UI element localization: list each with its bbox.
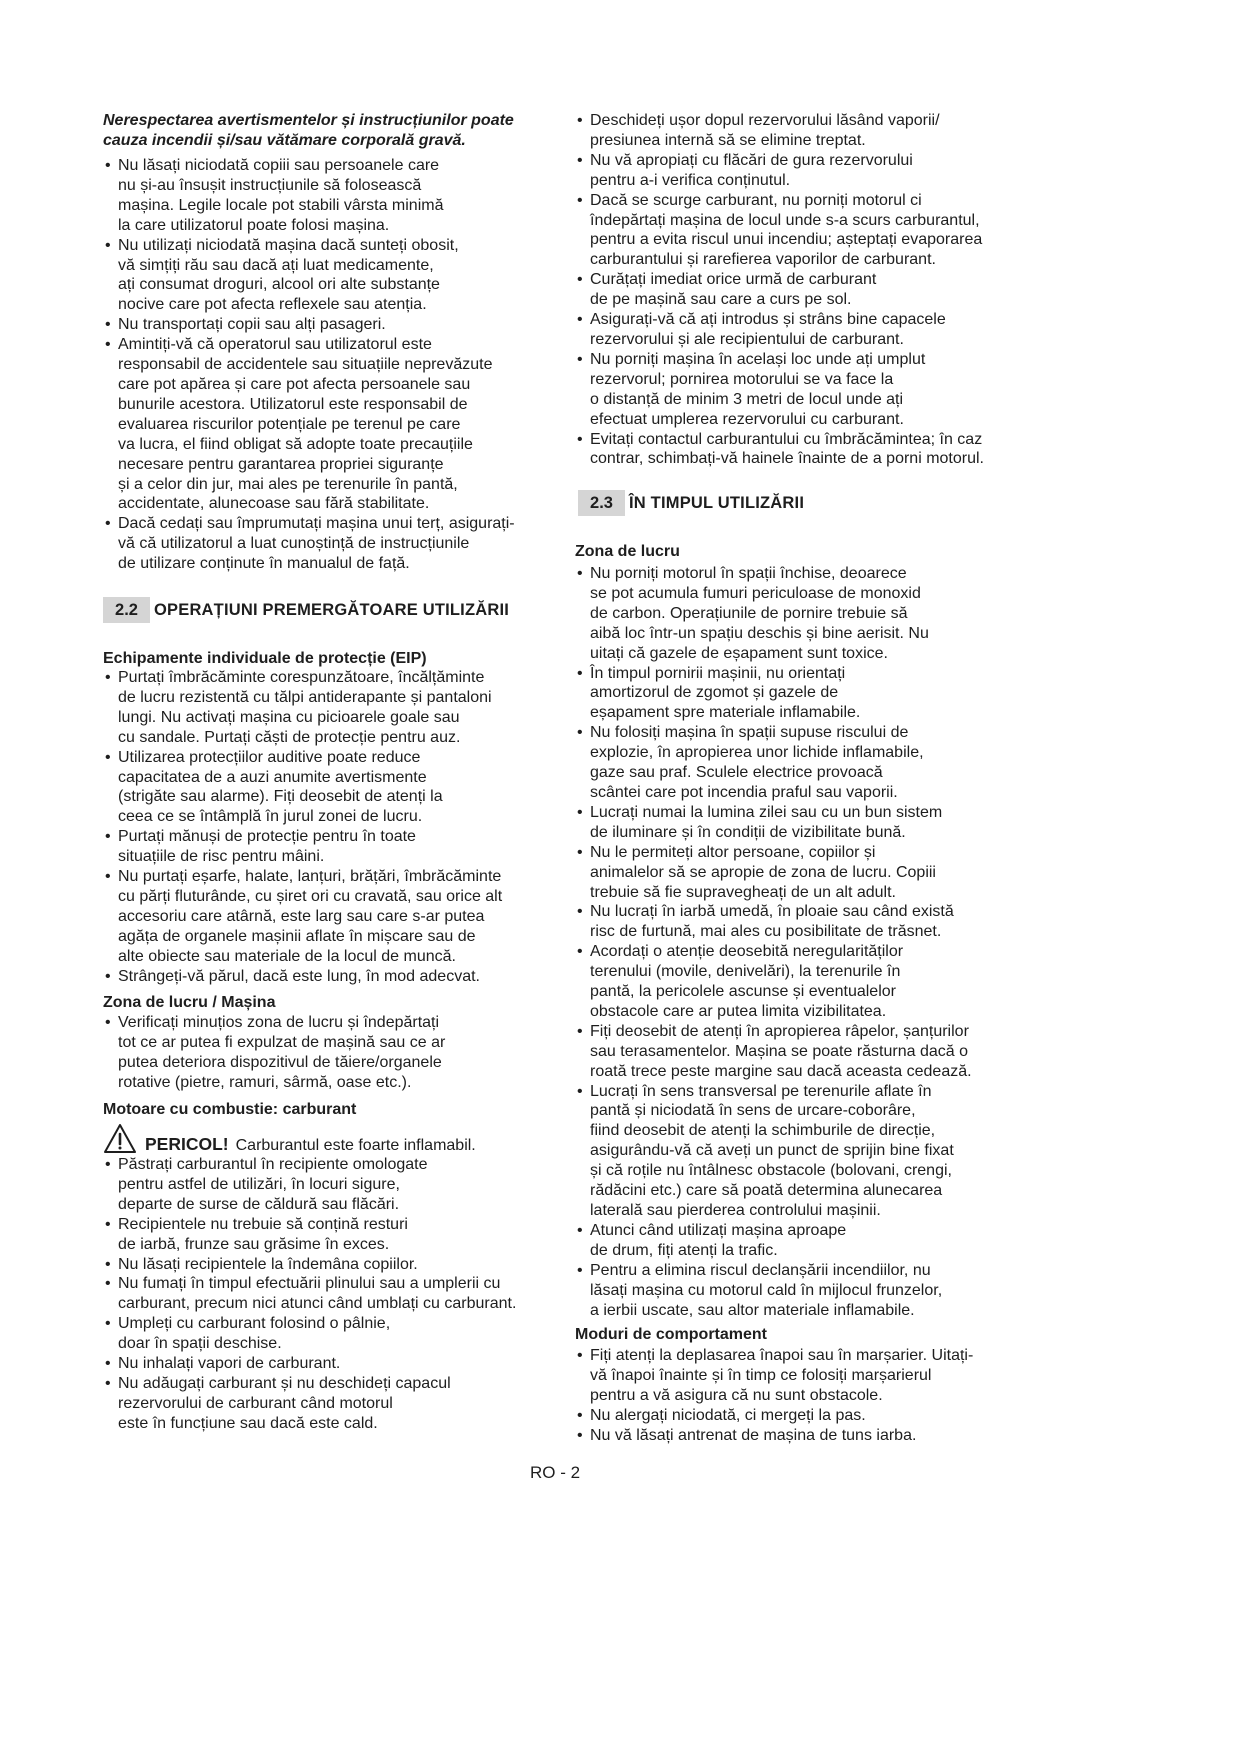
list-item-text: Dacă cedați sau împrumutați mașina unui terț, asigurați- vă că utilizatorul a luat cunoștință de instrucțiunile de utilizare conținute în manualul de față. <box>118 515 515 573</box>
bullet-icon <box>577 803 583 823</box>
bullet-icon <box>577 1261 583 1281</box>
list-item <box>575 1406 1135 1426</box>
bullet-icon <box>105 1013 111 1033</box>
list-item-text: Nu lăsați niciodată copiii sau persoanele care nu și-au însușit instrucțiunile să folosească mașina. Legile locale pot stabili vârsta minimă la care utilizatorul poate folosi mașina. <box>118 157 444 234</box>
list-item <box>575 664 1135 724</box>
list-item <box>575 902 1135 942</box>
list-item-text: Fiți atenți la deplasarea înapoi sau în marșarier. Uitați- vă înapoi înainte și în timp ce folosiți marșarierul pentru a vă asigura că nu sunt obstacole. <box>590 1347 974 1404</box>
fuel-list <box>103 1155 563 1434</box>
page-number: RO - 2 <box>529 1463 581 1482</box>
list-item <box>575 1022 1135 1082</box>
list-item <box>103 514 563 574</box>
list-item <box>575 151 1135 191</box>
list-item-text: Curățați imediat orice urmă de carburant de pe mașină sau care a curs pe sol. <box>590 271 877 309</box>
bullet-icon <box>577 350 583 370</box>
list-item-text: Nu purtați eșarfe, halate, lanțuri, brățări, îmbrăcăminte cu părți fluturânde, cu șiret ori cu cravată, sau orice alt accesoriu care atârnă, este larg sau care s-ar putea agăța de organele mașinii aflate în mișcare sau de alte obiecte sau materiale de la locul de muncă. <box>118 868 503 965</box>
list-item <box>103 1314 563 1354</box>
fuel-list-continued <box>575 111 1135 469</box>
bullet-icon <box>577 1082 583 1102</box>
danger-label: PERICOL! <box>145 1134 229 1154</box>
list-item <box>575 1082 1135 1221</box>
list-item-text: Păstrați carburantul în recipiente omologate pentru astfel de utilizări, în locuri sigure, departe de surse de căldură sau flăcări. <box>118 1156 428 1213</box>
list-item <box>103 1374 563 1434</box>
list-item-text: Nu alergați niciodată, ci mergeți la pas. <box>590 1406 866 1424</box>
general-safety-list <box>103 156 563 574</box>
list-item-text: Umpleți cu carburant folosind o pâlnie, doar în spații deschise. <box>118 1315 391 1353</box>
section-number: 2.2 <box>103 597 150 623</box>
bullet-icon <box>577 843 583 863</box>
list-item-text: Deschideți ușor dopul rezervorului lăsând vaporii/ presiunea internă să se elimine treptat. <box>590 112 940 149</box>
work-area-list <box>575 564 1135 1320</box>
bullet-icon <box>577 151 583 171</box>
section-number: 2.3 <box>578 490 625 516</box>
list-item-text: Utilizarea protecțiilor auditive poate reduce capacitatea de a auzi anumite avertismente (strigăte sau alarme). Fiți deosebit de atenți la ceea ce se întâmplă în jurul zonei de lucru. <box>118 748 443 826</box>
list-item-text: Nu vă apropiați cu flăcări de gura rezervorului pentru a-i verifica conținutul. <box>590 151 913 189</box>
bullet-icon <box>105 1255 111 1275</box>
list-item <box>103 236 563 316</box>
list-item-text: Nu folosiți mașina în spații supuse riscului de explozie, în apropierea unor lichide inflamabile, gaze sau praf. Sculele electrice provoacă scântei care pot incendia praful sau vaporii. <box>590 724 924 801</box>
bullet-icon <box>577 111 583 131</box>
subheading-work-area: Zona de lucru <box>575 543 680 560</box>
list-item-text: Nu adăugați carburant și nu deschideți capacul rezervorului de carburant când motorul este în funcțiune sau dacă este cald. <box>118 1374 451 1432</box>
bullet-icon <box>105 315 111 335</box>
list-item <box>575 350 1135 430</box>
list-item-text: Dacă se scurge carburant, nu porniți motorul ci îndepărtați mașina de locul unde s-a scurs carburantul, pentru a evita riscul unui incendiu; așteptați evaporarea carburantului și rarefierea vaporilor de carburant. <box>590 191 983 269</box>
list-item <box>575 723 1135 803</box>
list-item <box>103 967 563 987</box>
list-item <box>103 1215 563 1255</box>
list-item <box>103 335 563 514</box>
subheading-fuel: Motoare cu combustie: carburant <box>103 1101 357 1118</box>
list-item <box>103 668 563 748</box>
list-item-text: Nu porniți mașina în același loc unde ați umplut rezervorul; pornirea motorului se va face la o distanță de minim 3 metri de locul unde ați efectuat umplerea rezervorului cu carburant. <box>590 350 926 428</box>
list-item <box>575 1426 1135 1446</box>
bullet-icon <box>105 1215 111 1235</box>
list-item <box>575 564 1135 664</box>
work-area-machine-list <box>103 1013 563 1093</box>
bullet-icon <box>577 723 583 743</box>
bullet-icon <box>105 1354 111 1374</box>
list-item-text: Purtați mănuși de protecție pentru în toate situațiile de risc pentru mâini. <box>118 828 416 866</box>
list-item <box>575 1261 1135 1321</box>
bullet-icon <box>105 1155 111 1175</box>
list-item-text: Atunci când utilizați mașina aproape de drum, fiți atenți la trafic. <box>590 1221 847 1259</box>
bullet-icon <box>577 1022 583 1042</box>
subheading-behaviour: Moduri de comportament <box>575 1326 768 1343</box>
list-item-text: Verificați minuțios zona de lucru și îndepărtați tot ce ar putea fi expulzat de mașină sau ce ar putea deteriora dispozitivul de tăiere/organele rotative (pietre, ramuri, sârmă, oase etc.). <box>118 1014 446 1091</box>
ppe-list <box>103 668 563 987</box>
list-item-text: Nu lăsați recipientele la îndemâna copiilor. <box>118 1255 418 1273</box>
list-item <box>575 1346 1135 1406</box>
bullet-icon <box>577 1426 583 1446</box>
list-item <box>103 315 563 335</box>
bullet-icon <box>105 156 111 176</box>
list-item <box>575 430 1135 470</box>
list-item <box>103 1255 563 1275</box>
danger-notice <box>145 1134 476 1155</box>
bullet-icon <box>577 1221 583 1241</box>
list-item-text: Fiți deosebit de atenți în apropierea râpelor, șanțurilor sau terasamentelor. Mașina se poate răsturna dacă o roată trece peste margine sau dacă aceasta cedează. <box>590 1022 972 1080</box>
bullet-icon <box>577 270 583 290</box>
bullet-icon <box>105 668 111 688</box>
list-item-text: Acordați o atenție deosebită neregularităților terenului (movile, denivelări), la terenurile în pantă, la pericolele ascunse și eventualelor obstacole care ar putea limita vizibilitatea. <box>590 943 904 1020</box>
list-item-text: Lucrați numai la lumina zilei sau cu un bun sistem de iluminare și în condiții de vizibilitate bună. <box>590 803 943 841</box>
list-item <box>575 803 1135 843</box>
list-item-text: Nu transportați copii sau alți pasageri. <box>118 316 386 334</box>
bullet-icon <box>105 514 111 534</box>
list-item <box>103 867 563 967</box>
bullet-icon <box>105 748 111 768</box>
warning-triangle-icon <box>103 1123 137 1154</box>
list-item <box>103 1013 563 1093</box>
list-item <box>575 942 1135 1022</box>
bullet-icon <box>577 942 583 962</box>
list-item <box>575 191 1135 271</box>
bullet-icon <box>105 1374 111 1394</box>
list-item <box>103 156 563 236</box>
bullet-icon <box>105 827 111 847</box>
list-item-text: Nu vă lăsați antrenat de mașina de tuns iarba. <box>590 1426 917 1444</box>
list-item-text: În timpul pornirii mașinii, nu orientați amortizorul de zgomot și gazele de eșapament spre materiale inflamabile. <box>590 664 861 722</box>
bullet-icon <box>105 1274 111 1294</box>
bullet-icon <box>577 1346 583 1366</box>
list-item-text: Nu lucrați în iarbă umedă, în ploaie sau când există risc de furtună, mai ales cu posibilitate de trăsnet. <box>590 903 954 941</box>
section-header-2-2 <box>103 597 509 623</box>
bullet-icon <box>105 967 111 987</box>
list-item-text: Amintiți-vă că operatorul sau utilizatorul este responsabil de accidentele sau situațiile neprevăzute care pot apărea și care pot afecta persoanele sau bunurile acestora. Utilizatorul este responsabil de evaluarea riscurilor potențiale pe terenul pe care va lucra, el fiind obligat să adopte toate precauțiile necesare pentru garantarea propriei siguranțe și a celor din jur, mai ales pe terenurile în pantă, accidentate, alunecoase sau fără stabilitate. <box>118 336 493 513</box>
subheading-ppe: Echipamente individuale de protecție (EIP) <box>103 650 427 667</box>
bullet-icon <box>577 902 583 922</box>
behaviour-list <box>575 1346 1135 1446</box>
section-header-2-3 <box>578 490 804 516</box>
list-item-text: Recipientele nu trebuie să conțină resturi de iarbă, frunze sau grăsime în exces. <box>118 1215 408 1253</box>
bullet-icon <box>105 867 111 887</box>
bullet-icon <box>577 1406 583 1426</box>
list-item-text: Lucrați în sens transversal pe terenurile aflate în pantă și niciodată în sens de urcare-coborâre, fiind deosebit de atenți la schimburile de direcție, asigurându-vă că aveți un punct de sprijin bine fixat și că roțile nu întâlnesc obstacole (bolovani, crengi, rădăcini etc.) care să poată determina alunecarea laterală sau pierderea controlului mașinii. <box>590 1082 954 1219</box>
list-item <box>103 1354 563 1374</box>
list-item <box>103 748 563 828</box>
list-item-text: Nu porniți motorul în spații închise, deoarece se pot acumula fumuri periculoase de monoxid de carbon. Operațiunile de pornire trebuie să aibă loc într-un spațiu deschis și bine aerisit. Nu uitați că gazele de eșapament sunt toxice. <box>590 565 929 662</box>
bullet-icon <box>105 1314 111 1334</box>
list-item-text: Nu inhalați vapori de carburant. <box>118 1355 341 1373</box>
list-item-text: Nu fumați în timpul efectuării plinului sau a umplerii cu carburant, precum nici atunci când umblați cu carburant. <box>118 1275 517 1313</box>
list-item-text: Pentru a elimina riscul declanșării incendiilor, nu lăsați mașina cu motorul cald în mijlocul frunzelor, a ierbii uscate, sau altor materiale inflamabile. <box>590 1261 943 1319</box>
list-item-text: Asigurați-vă că ați introdus și strâns bine capacele rezervorului și ale recipientului de carburant. <box>590 311 946 348</box>
list-item <box>103 1274 563 1314</box>
danger-text: Carburantul este foarte inflamabil. <box>235 1137 476 1154</box>
list-item <box>575 270 1135 310</box>
bullet-icon <box>105 335 111 355</box>
list-item <box>575 843 1135 903</box>
list-item <box>103 1155 563 1215</box>
bullet-icon <box>105 236 111 256</box>
section-title: OPERAȚIUNI PREMERGĂTOARE UTILIZĂRII <box>154 600 510 619</box>
list-item-text: Strângeți-vă părul, dacă este lung, în mod adecvat. <box>118 967 480 985</box>
bullet-icon <box>577 310 583 330</box>
list-item <box>575 111 1135 151</box>
warning-heading: Nerespectarea avertismentelor și instrucțiunilor poate cauza incendii și/sau vătămare corporală gravă. <box>103 112 514 149</box>
bullet-icon <box>577 564 583 584</box>
list-item <box>575 310 1135 350</box>
subheading-work-area-machine: Zona de lucru / Mașina <box>103 994 276 1011</box>
bullet-icon <box>577 191 583 211</box>
list-item <box>575 1221 1135 1261</box>
list-item-text: Evitați contactul carburantului cu îmbrăcămintea; în caz contrar, schimbați-vă hainele înainte de a porni motorul. <box>590 430 984 468</box>
list-item-text: Nu utilizați niciodată mașina dacă sunteți obosit, vă simțiți rău sau dacă ați luat medicamente, ați consumat droguri, alcool ori alte substanțe nocive care pot afecta reflexele sau atenția. <box>118 236 459 314</box>
bullet-icon <box>577 430 583 450</box>
section-title: ÎN TIMPUL UTILIZĂRII <box>629 493 805 512</box>
list-item-text: Nu le permiteți altor persoane, copiilor și animalelor să se apropie de zona de lucru. Copiii trebuie să fie supravegheați de un alt adult. <box>590 843 936 901</box>
list-item <box>103 827 563 867</box>
bullet-icon <box>577 664 583 684</box>
list-item-text: Purtați îmbrăcăminte corespunzătoare, încălțăminte de lucru rezistentă cu tălpi antiderapante și pantaloni lungi. Nu activați mașina cu picioarele goale sau cu sandale. Purtați căști de protecție pentru auz. <box>118 669 492 746</box>
